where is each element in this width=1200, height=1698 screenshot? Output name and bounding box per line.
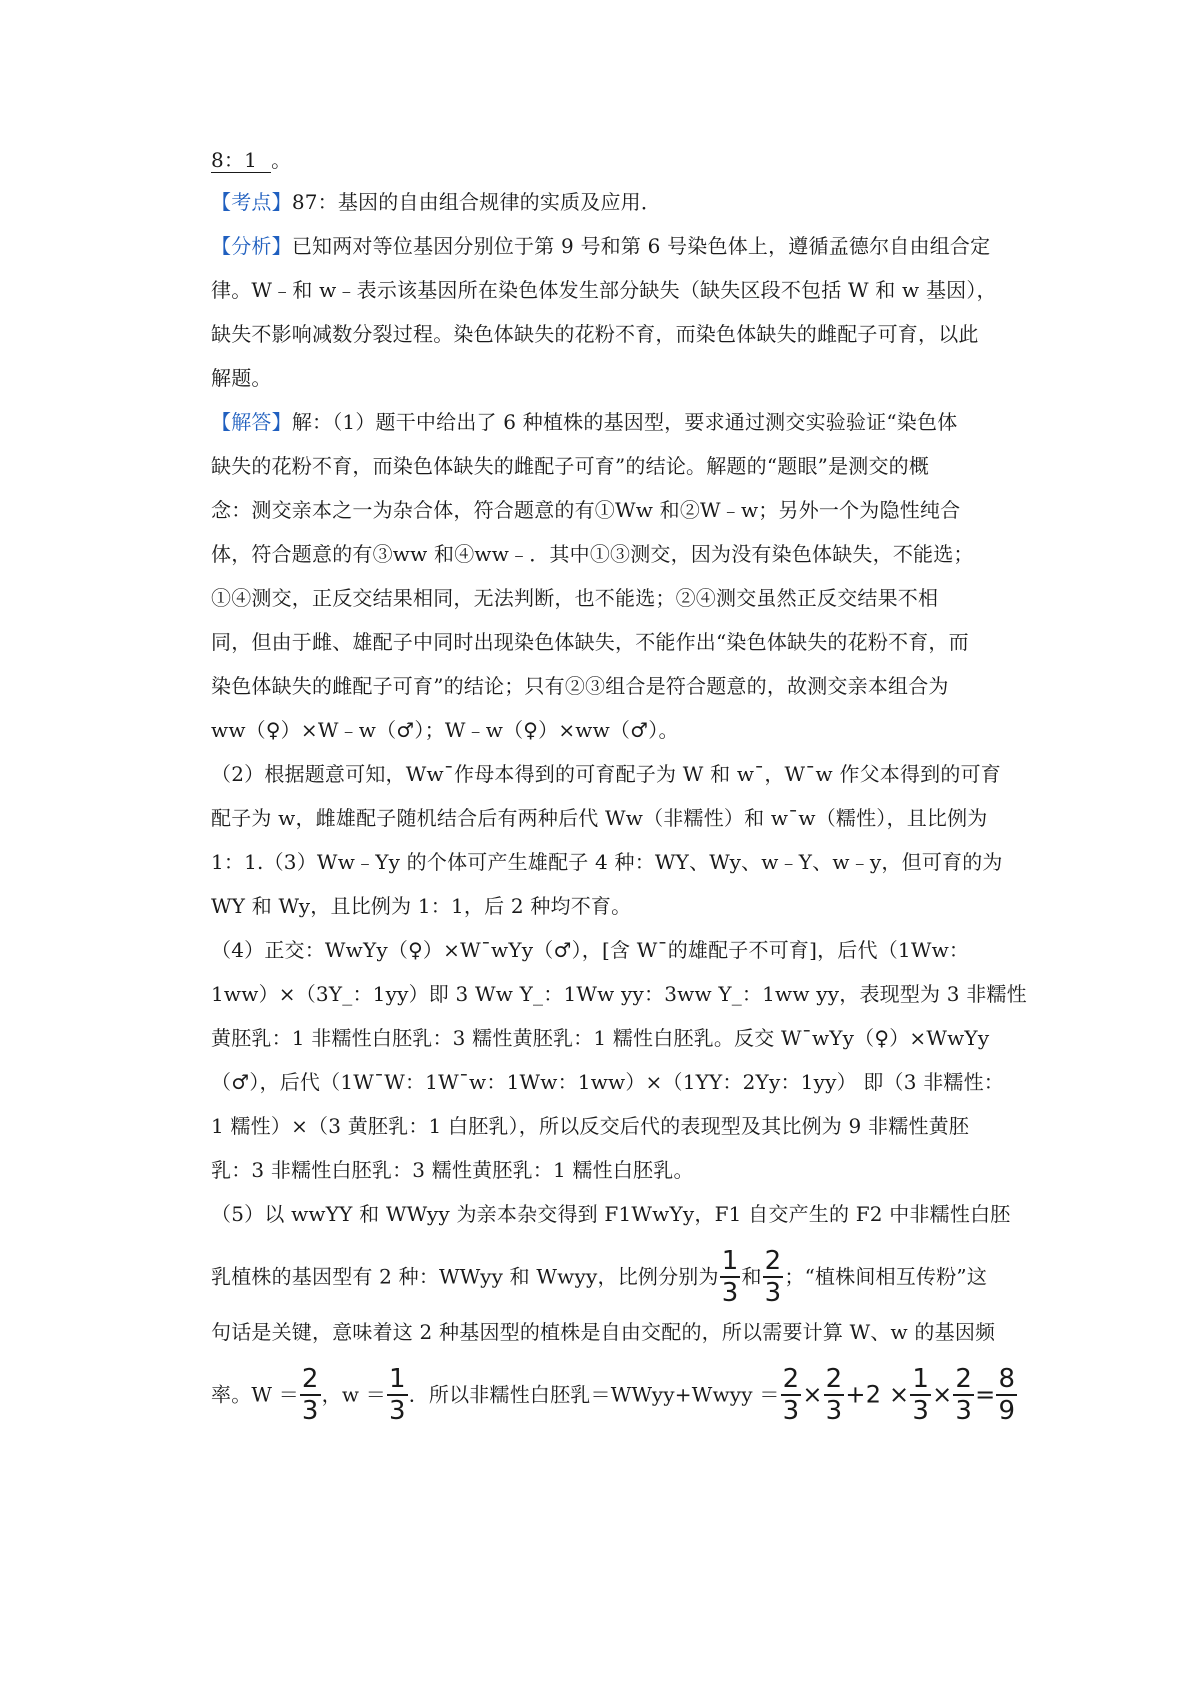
fraction-line-frequency: 率。W ＝ $\frac{2}{3}$ ，w ＝ $\frac{1}{3}$ ．所以非糯性白胚乳＝WWyy+Wwyy ＝ $\frac{2}{3}$ × $\frac{2}{3}$ +2 × $\frac{1}{3}$ × $\frac{2}{3}$ = $\frac{8}{9}$: [211, 1363, 1016, 1426]
fraction: $\frac{2}{3}$: [825, 1363, 843, 1426]
text-line: 同，但由于雌、雄配子中同时出现染色体缺失，不能作出“染色体缺失的花粉不育，而: [211, 630, 969, 654]
text-line: 1 糯性）×（3 黄胚乳：1 白胚乳），所以反交后代的表现型及其比例为 9 非糯性黄胚: [211, 1114, 970, 1138]
fraction: $\frac{1}{3}$: [912, 1363, 930, 1426]
kaodian-tag: 【考点】: [211, 190, 292, 214]
text-line: 缺失的花粉不育，而染色体缺失的雌配子可育”的结论。解题的“题眼”是测交的概: [211, 454, 930, 478]
fraction-one-third: $\frac{1}{3}$: [721, 1245, 739, 1308]
text-line: 乳：3 非糯性白胚乳：3 糯性黄胚乳：1 糯性白胚乳。: [211, 1158, 694, 1182]
text-line: 1：1.（3）Ww﹣Yy 的个体可产生雄配子 4 种：WY、Wy、w﹣Y、w﹣y，但可育的为: [211, 850, 1003, 874]
fenxi-line: 【分析】已知两对等位基因分别位于第 9 号和第 6 号染色体上，遵循孟德尔自由组合定: [211, 234, 991, 258]
text-line: ①④测交，正反交结果相同，无法判断，也不能选；②④测交虽然正反交结果不相: [211, 586, 939, 610]
fraction-line-ratio: 乳植株的基因型有 2 种：WWyy 和 Wwyy，比例分别为 $\frac{1}{3}$ 和 $\frac{2}{3}$ ；“植株间相互传粉”这: [211, 1245, 988, 1308]
answer-line: 8：1 。: [211, 148, 292, 172]
text-line: 配子为 w，雌雄配子随机结合后有两种后代 Ww（非糯性）和 w¯w（糯性），且比例为: [211, 806, 988, 830]
text-line: ww（♀）×W﹣w（♂）；W﹣w（♀）×ww（♂）。: [211, 718, 679, 742]
answer-blank: 8：1: [211, 148, 271, 173]
fraction-result: $\frac{8}{9}$: [998, 1363, 1016, 1426]
text-line: （4）正交：WwYy（♀）×W¯wYy（♂），[含 W¯的雄配子不可育]，后代（1Ww：: [211, 938, 970, 962]
text-line: 律。W﹣和 w﹣表示该基因所在染色体发生部分缺失（缺失区段不包括 W 和 w 基因），: [211, 278, 997, 302]
fraction-two-thirds: $\frac{2}{3}$: [764, 1245, 782, 1308]
text-line: 解题。: [211, 366, 272, 390]
text-line: 黄胚乳：1 非糯性白胚乳：3 糯性黄胚乳：1 糯性白胚乳。反交 W¯wYy（♀）×WwYy: [211, 1026, 990, 1050]
jieda-tag: 【解答】: [211, 410, 292, 434]
fenxi-tag: 【分析】: [211, 234, 292, 258]
text-line: 缺失不影响减数分裂过程。染色体缺失的花粉不育，而染色体缺失的雌配子可育，以此: [211, 322, 979, 346]
fraction-w-small-freq: $\frac{1}{3}$: [388, 1363, 406, 1426]
text-line: 念：测交亲本之一为杂合体，符合题意的有①Ww 和②W﹣w；另外一个为隐性纯合: [211, 498, 961, 522]
text-line: 染色体缺失的雌配子可育”的结论；只有②③组合是符合题意的，故测交亲本组合为: [211, 674, 949, 698]
text-line: 1ww）×（3Y_：1yy）即 3 Ww Y_：1Ww yy：3ww Y_：1ww yy，表现型为 3 非糯性: [211, 982, 1027, 1006]
fraction: $\frac{2}{3}$: [782, 1363, 800, 1426]
text-line: （5）以 wwYY 和 WWyy 为亲本杂交得到 F1WwYy，F1 自交产生的 F2 中非糯性白胚: [211, 1202, 1011, 1226]
text-line: 体，符合题意的有③ww 和④ww﹣．其中①③测交，因为没有染色体缺失，不能选；: [211, 542, 974, 566]
text-line: WY 和 Wy，且比例为 1：1，后 2 种均不育。: [211, 894, 632, 918]
text-line: 句话是关键，意味着这 2 种基因型的植株是自由交配的，所以需要计算 W、w 的基因频: [211, 1320, 996, 1344]
jieda-line: 【解答】解：（1）题干中给出了 6 种植株的基因型，要求通过测交实验验证“染色体: [211, 410, 958, 434]
kaodian-line: 【考点】87：基因的自由组合规律的实质及应用．: [211, 190, 662, 214]
fraction: $\frac{2}{3}$: [955, 1363, 973, 1426]
text-line: （♂），后代（1W¯W：1W¯w：1Ww：1ww）×（1YY：2Yy：1yy） 即（3 非糯性：: [211, 1070, 1005, 1094]
text-line: （2）根据题意可知，Ww¯作母本得到的可育配子为 W 和 w¯，W¯w 作父本得到的可育: [211, 762, 1001, 786]
fraction-w-freq: $\frac{2}{3}$: [301, 1363, 319, 1426]
